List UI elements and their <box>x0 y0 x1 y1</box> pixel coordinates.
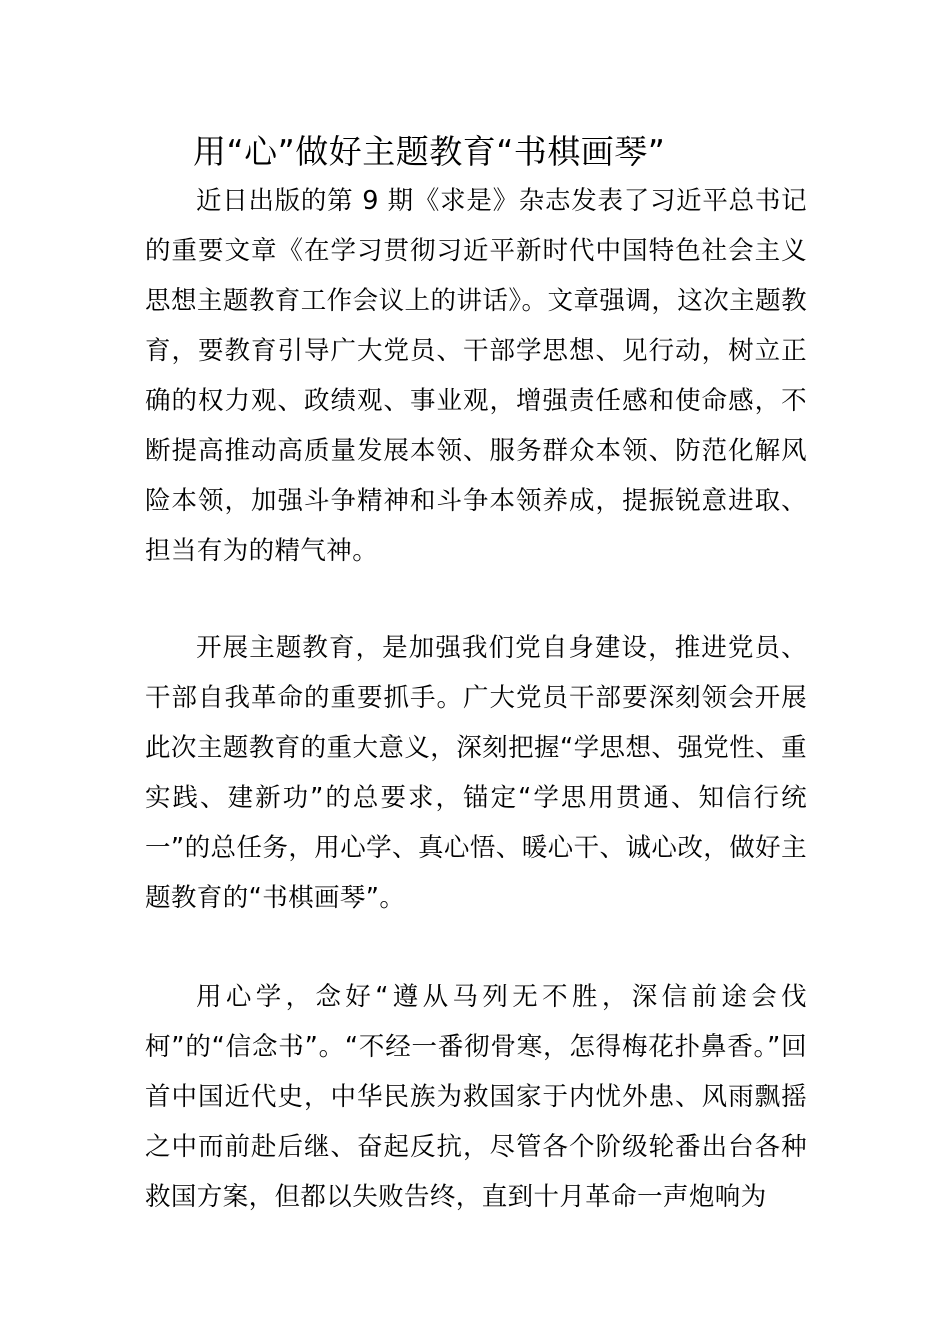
paragraph-1: 近日出版的第 9 期《求是》杂志发表了习近平总书记的重要文章《在学习贯彻习近平新时代中国特色社会主义思想主题教育工作会议上的讲话》。文章强调，这次主题教育，要教育引导广大党员、干部学思想、见行动，树立正确的权力观、政绩观、事业观，增强责任感和使命感，不断提高推动高质量发展本领、服务群众本领、防范化解风险本领，加强斗争精神和斗争本领养成，提振锐意进取、担当有为的精气神。 <box>145 186 807 566</box>
paragraph-3: 用心学，念好“遵从马列无不胜，深信前途会伐柯”的“信念书”。“不经一番彻骨寒，怎得梅花扑鼻香。”回首中国近代史，中华民族为救国家于内忧外患、风雨飘摇之中而前赴后继、奋起反抗，尽管各个阶级轮番出台各种救国方案，但都以失败告终，直到十月革命一声炮响为 <box>145 982 807 1212</box>
document-title: 用“心”做好主题教育“书棋画琴” <box>193 132 666 171</box>
paragraph-2: 开展主题教育，是加强我们党自身建设，推进党员、干部自我革命的重要抓手。广大党员干部要深刻领会开展此次主题教育的重大意义，深刻把握“学思想、强党性、重实践、建新功”的总要求，锚定“学思用贯通、知信行统一”的总任务，用心学、真心悟、暖心干、诚心改，做好主题教育的“书棋画琴”。 <box>145 633 807 913</box>
